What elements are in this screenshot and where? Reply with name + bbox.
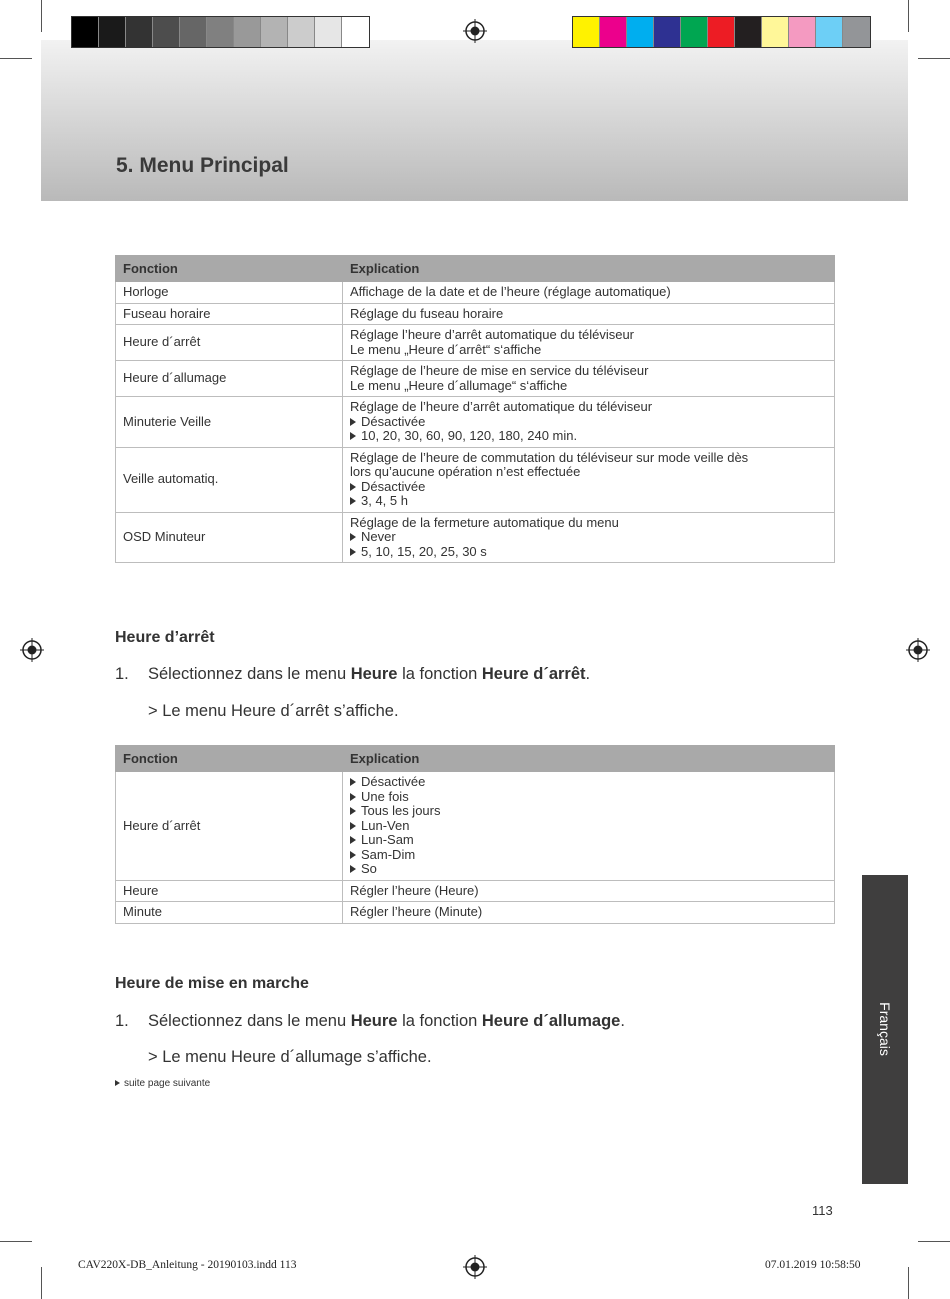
color-swatch bbox=[654, 17, 681, 47]
color-swatch bbox=[261, 17, 288, 47]
crop-mark bbox=[41, 1267, 42, 1299]
continued-note-text: suite page suivante bbox=[124, 1078, 211, 1089]
step-text: . bbox=[585, 665, 591, 683]
color-swatch bbox=[627, 17, 654, 47]
option-item bbox=[350, 480, 827, 495]
column-header-function: Fonction bbox=[116, 256, 343, 282]
triangle-right-icon bbox=[350, 865, 356, 873]
triangle-right-icon bbox=[350, 533, 356, 541]
explanation-cell bbox=[343, 303, 835, 325]
color-swatch bbox=[288, 17, 315, 47]
option-item bbox=[350, 429, 827, 444]
color-swatch bbox=[315, 17, 342, 47]
table-row bbox=[116, 772, 835, 881]
explanation-cell bbox=[343, 282, 835, 304]
option-text: 3, 4, 5 h bbox=[361, 493, 408, 508]
option-text: Lun-Sam bbox=[361, 832, 414, 847]
option-item bbox=[350, 790, 827, 805]
explanation-cell bbox=[343, 512, 835, 563]
registration-mark-icon bbox=[463, 1255, 487, 1279]
option-text: Lun-Ven bbox=[361, 817, 410, 833]
crop-mark bbox=[0, 58, 32, 59]
table-row bbox=[116, 512, 835, 563]
triangle-right-icon bbox=[350, 483, 356, 491]
instruction-step bbox=[115, 1012, 625, 1031]
triangle-right-icon bbox=[350, 432, 356, 440]
explanation-cell bbox=[343, 361, 835, 397]
explanation-cell bbox=[343, 772, 835, 881]
column-header-explanation: Explication bbox=[343, 256, 835, 282]
function-name: Heure d´arrêt bbox=[481, 665, 586, 683]
function-name: Heure d´allumage bbox=[481, 1012, 621, 1030]
option-text: Désactivée bbox=[361, 774, 426, 789]
menu-name: Heure bbox=[350, 665, 398, 683]
color-swatch bbox=[72, 17, 99, 47]
explanation-line: Régler l’heure (Minute) bbox=[350, 904, 483, 919]
explanation-line: Le menu „Heure d´allumage“ s‘affiche bbox=[350, 377, 568, 393]
step-text: Sélectionnez dans le menu bbox=[148, 665, 351, 683]
option-item bbox=[350, 819, 827, 834]
section-heading-on-timer: Heure de mise en marche bbox=[115, 975, 309, 992]
function-table-main-menu bbox=[115, 255, 835, 563]
explanation-line: Réglage de la fermeture automatique du menu bbox=[350, 514, 619, 530]
color-swatch bbox=[708, 17, 735, 47]
color-swatch bbox=[207, 17, 234, 47]
triangle-right-icon bbox=[350, 497, 356, 505]
function-cell: Veille automatiq. bbox=[116, 447, 343, 512]
function-cell: Heure d´allumage bbox=[116, 361, 343, 397]
registration-mark-icon bbox=[906, 638, 930, 662]
option-text: Une fois bbox=[361, 788, 409, 804]
table-row bbox=[116, 282, 835, 304]
option-item bbox=[350, 494, 827, 509]
option-text: So bbox=[361, 861, 377, 876]
color-swatch bbox=[735, 17, 762, 47]
step-result: > Le menu Heure d´allumage s’affiche. bbox=[148, 1048, 432, 1066]
triangle-right-icon bbox=[350, 836, 356, 844]
color-swatch bbox=[342, 17, 369, 47]
function-cell: Minute bbox=[116, 902, 343, 924]
function-cell: Heure bbox=[116, 880, 343, 902]
function-table-off-timer bbox=[115, 745, 835, 924]
triangle-right-icon bbox=[350, 778, 356, 786]
color-swatch bbox=[600, 17, 627, 47]
option-item bbox=[350, 775, 827, 790]
section-heading-off-timer: Heure d’arrêt bbox=[115, 629, 215, 646]
function-cell: Fuseau horaire bbox=[116, 303, 343, 325]
explanation-line: Le menu „Heure d´arrêt“ s‘affiche bbox=[350, 341, 542, 357]
option-text: Tous les jours bbox=[361, 803, 441, 818]
explanation-line: Réglage l’heure d’arrêt automatique du téléviseur bbox=[350, 327, 635, 342]
color-swatch bbox=[234, 17, 261, 47]
option-item bbox=[350, 545, 827, 560]
color-swatch bbox=[681, 17, 708, 47]
instruction-step bbox=[115, 665, 590, 684]
explanation-cell bbox=[343, 447, 835, 512]
function-cell: OSD Minuteur bbox=[116, 512, 343, 563]
crop-mark bbox=[908, 0, 909, 32]
language-side-tab bbox=[862, 875, 908, 1184]
function-cell: Horloge bbox=[116, 282, 343, 304]
step-text: . bbox=[620, 1012, 625, 1030]
triangle-right-icon bbox=[350, 793, 356, 801]
function-cell: Heure d´arrêt bbox=[116, 325, 343, 361]
triangle-right-icon bbox=[350, 548, 356, 556]
table-row bbox=[116, 361, 835, 397]
step-text: la fonction bbox=[397, 1012, 482, 1030]
color-swatch bbox=[153, 17, 180, 47]
color-swatch bbox=[180, 17, 207, 47]
explanation-cell bbox=[343, 397, 835, 448]
chapter-title: 5. Menu Principal bbox=[116, 154, 289, 177]
crop-mark bbox=[918, 1241, 950, 1242]
page-number: 113 bbox=[812, 1203, 833, 1218]
explanation-cell bbox=[343, 880, 835, 902]
explanation-line: lors qu’aucune opération n’est effectuée bbox=[350, 464, 581, 479]
triangle-right-icon bbox=[350, 822, 356, 830]
print-slug-datetime: 07.01.2019 10:58:50 bbox=[765, 1259, 861, 1271]
explanation-line: Réglage de l’heure de commutation du téléviseur sur mode veille dès bbox=[350, 449, 749, 465]
table-row bbox=[116, 325, 835, 361]
option-text: Désactivée bbox=[361, 478, 426, 494]
explanation-line: Régler l’heure (Heure) bbox=[350, 882, 479, 898]
option-text: 5, 10, 15, 20, 25, 30 s bbox=[361, 543, 487, 559]
color-swatch bbox=[573, 17, 600, 47]
triangle-right-icon bbox=[350, 418, 356, 426]
step-text: Sélectionnez dans le menu bbox=[148, 1012, 351, 1030]
color-swatch bbox=[843, 17, 870, 47]
table-row bbox=[116, 397, 835, 448]
triangle-right-icon bbox=[350, 851, 356, 859]
table-row bbox=[116, 447, 835, 512]
column-header-explanation: Explication bbox=[343, 746, 835, 772]
explanation-cell bbox=[343, 902, 835, 924]
option-item bbox=[350, 804, 827, 819]
color-swatch bbox=[126, 17, 153, 47]
print-slug-file: CAV220X-DB_Anleitung - 20190103.indd 113 bbox=[78, 1259, 297, 1271]
option-text: Never bbox=[361, 529, 396, 544]
explanation-line: Réglage de l’heure de mise en service du téléviseur bbox=[350, 363, 649, 378]
option-text: Sam-Dim bbox=[361, 846, 416, 862]
function-cell: Minuterie Veille bbox=[116, 397, 343, 448]
triangle-right-icon bbox=[350, 807, 356, 815]
color-swatch bbox=[99, 17, 126, 47]
option-text: Désactivée bbox=[361, 413, 426, 429]
option-item bbox=[350, 862, 827, 877]
explanation-cell bbox=[343, 325, 835, 361]
registration-mark-icon bbox=[20, 638, 44, 662]
crop-mark bbox=[41, 0, 42, 32]
step-number: 1. bbox=[115, 1012, 129, 1030]
table-row bbox=[116, 303, 835, 325]
table-header-row bbox=[116, 256, 835, 282]
continued-note bbox=[115, 1078, 210, 1089]
language-label: Français bbox=[877, 1002, 893, 1056]
color-swatch bbox=[789, 17, 816, 47]
option-item bbox=[350, 833, 827, 848]
crop-mark bbox=[908, 1267, 909, 1299]
menu-name: Heure bbox=[350, 1012, 398, 1030]
triangle-right-icon bbox=[115, 1080, 120, 1086]
step-text: la fonction bbox=[397, 665, 482, 683]
crop-mark bbox=[918, 58, 950, 59]
explanation-line: Réglage du fuseau horaire bbox=[350, 305, 504, 321]
explanation-line: Réglage de l’heure d’arrêt automatique du téléviseur bbox=[350, 399, 653, 414]
explanation-line: Affichage de la date et de l’heure (réglage automatique) bbox=[350, 284, 671, 299]
option-text: 10, 20, 30, 60, 90, 120, 180, 240 min. bbox=[361, 428, 578, 443]
option-item bbox=[350, 848, 827, 863]
table-header-row bbox=[116, 746, 835, 772]
column-header-function: Fonction bbox=[116, 746, 343, 772]
function-cell: Heure d´arrêt bbox=[116, 772, 343, 881]
color-swatch bbox=[816, 17, 843, 47]
table-row bbox=[116, 880, 835, 902]
gray-color-bar bbox=[71, 16, 370, 48]
option-item bbox=[350, 530, 827, 545]
registration-mark-icon bbox=[463, 19, 487, 43]
table-row bbox=[116, 902, 835, 924]
step-number: 1. bbox=[115, 665, 129, 683]
option-item bbox=[350, 415, 827, 430]
color-swatch bbox=[762, 17, 789, 47]
step-result: > Le menu Heure d´arrêt s’affiche. bbox=[148, 702, 399, 720]
process-color-bar bbox=[572, 16, 871, 48]
crop-mark bbox=[0, 1241, 32, 1242]
